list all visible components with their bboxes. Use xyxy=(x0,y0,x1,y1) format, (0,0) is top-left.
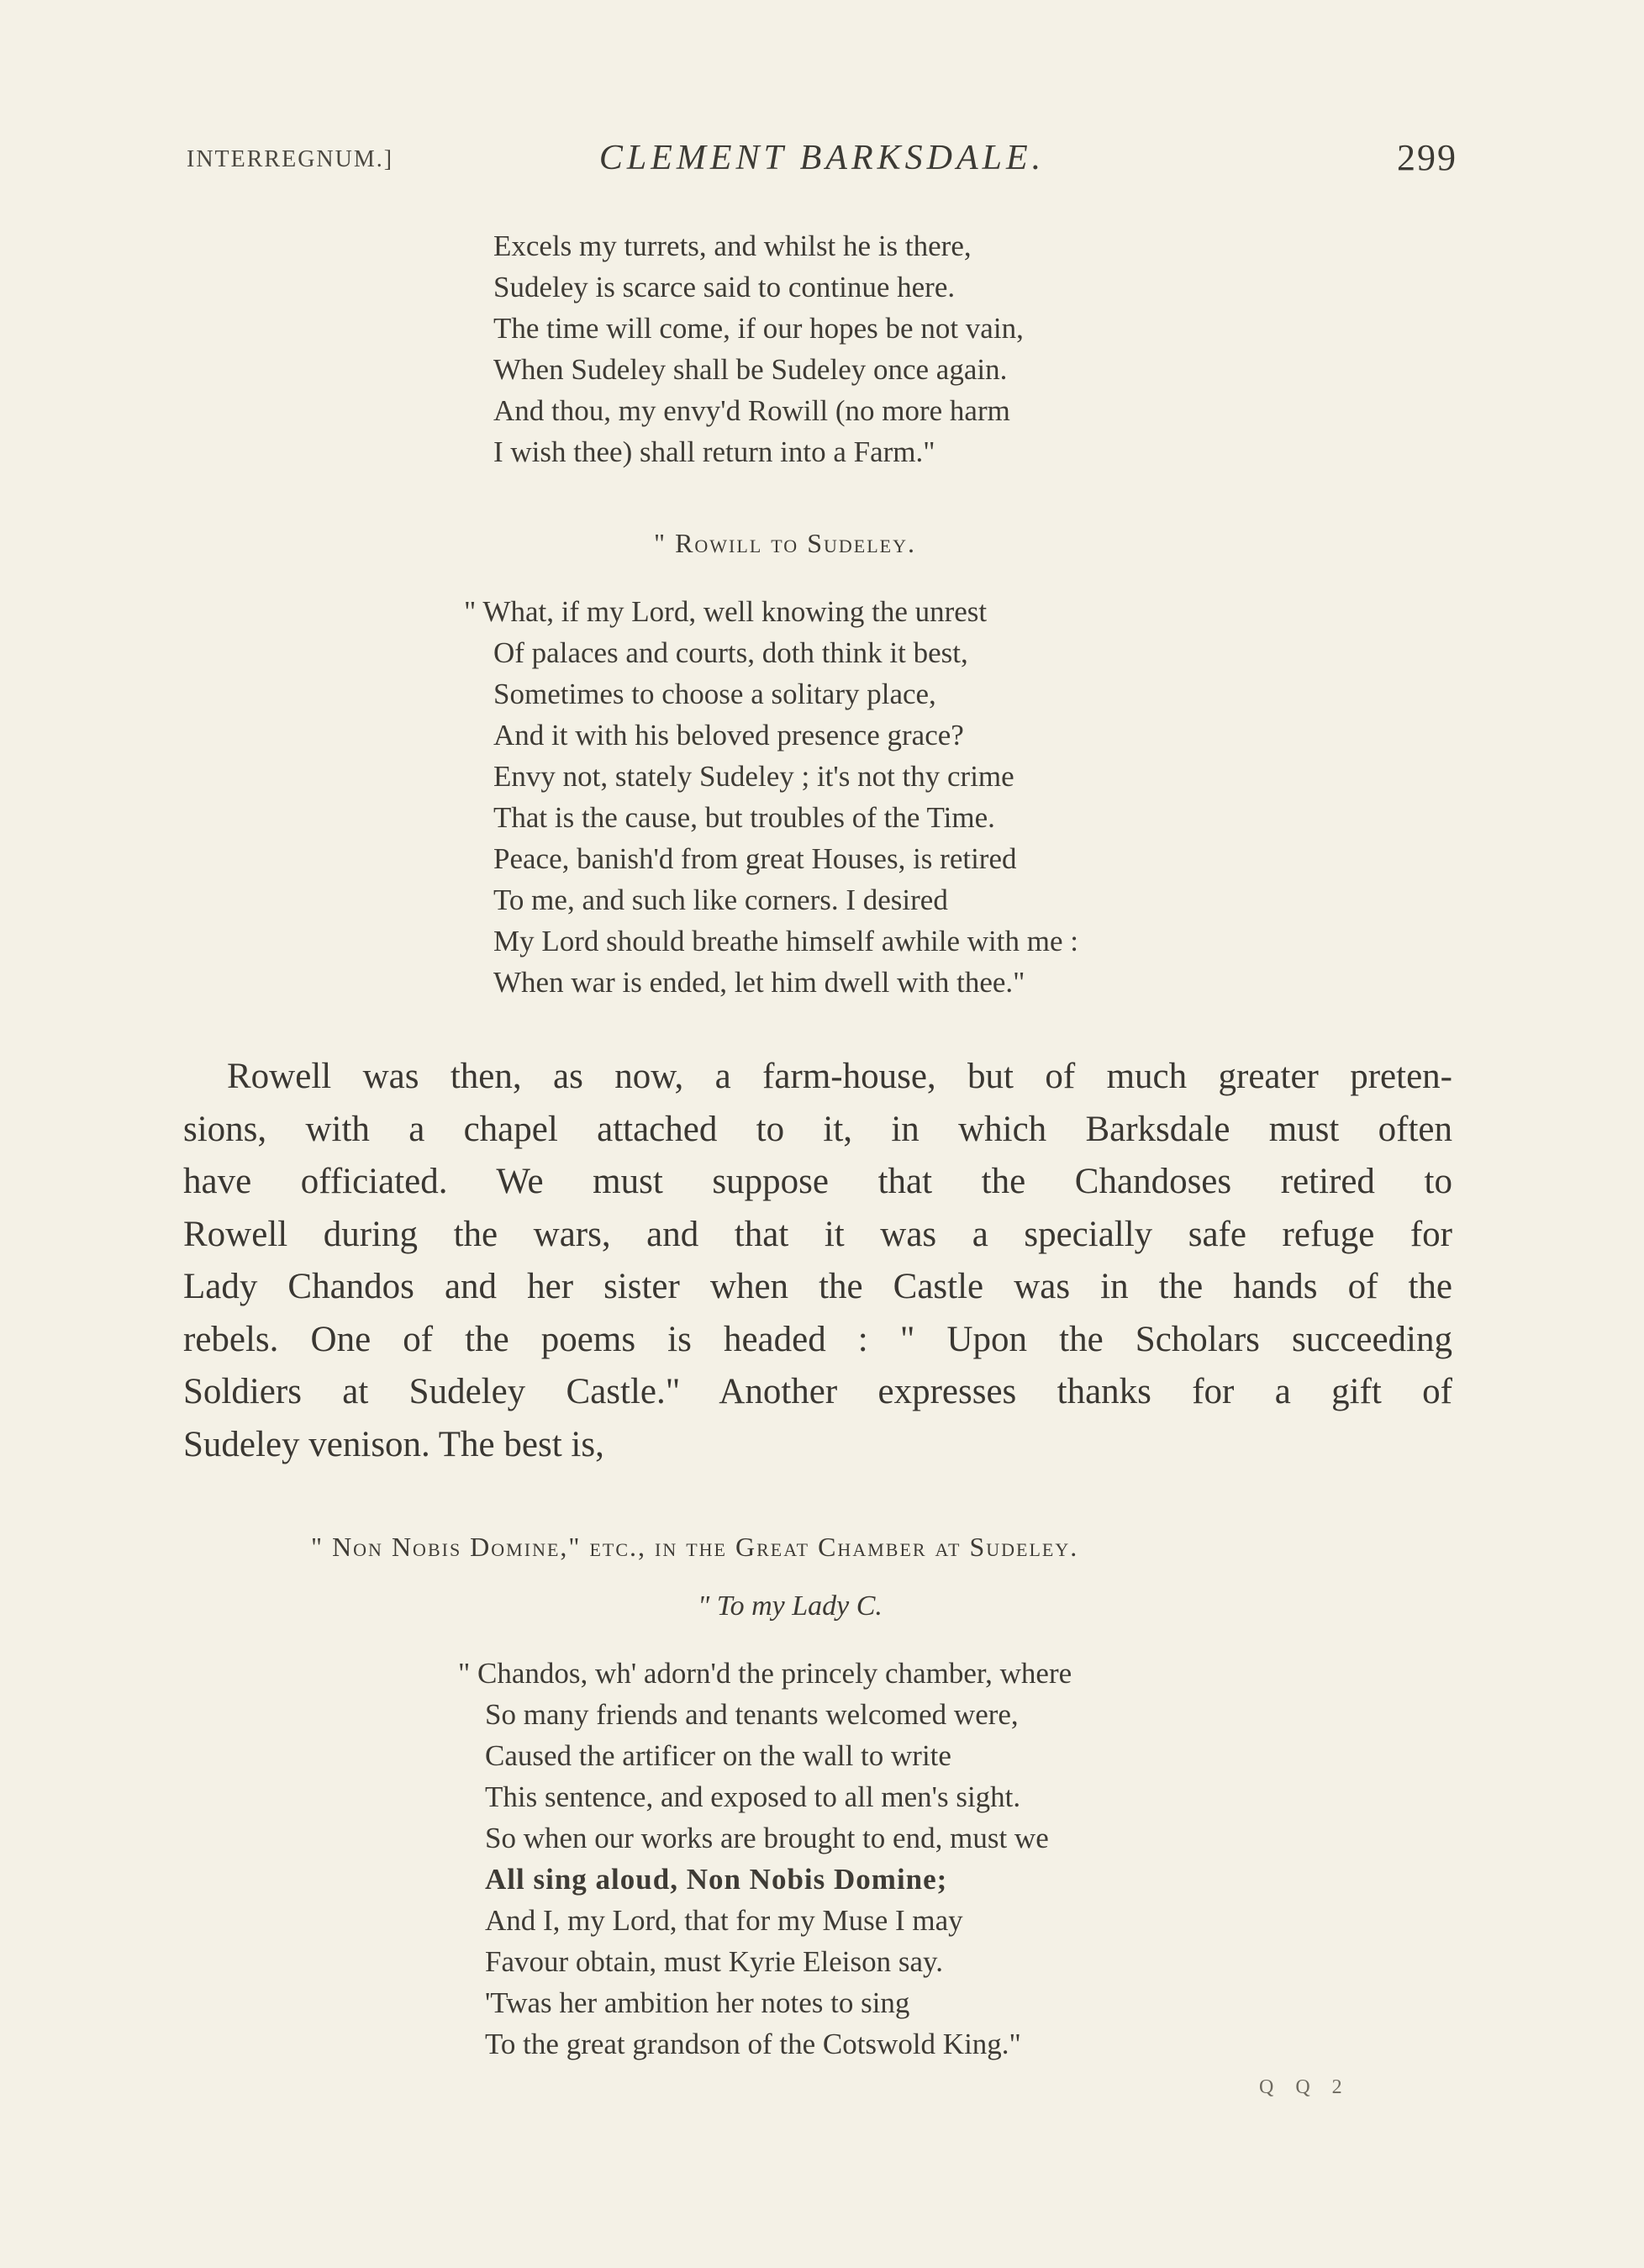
verse-stanza-3 xyxy=(458,1653,1072,2065)
verse-line: This sentence, and exposed to all men's sight. xyxy=(485,1780,1021,1813)
poem-title-non-nobis: " Non Nobis Domine," etc., in the Great Chamber at Sudeley. xyxy=(311,1532,1079,1562)
verse-line: Sudeley is scarce said to continue here. xyxy=(493,271,956,303)
verse-line: When Sudeley shall be Sudeley once again. xyxy=(493,353,1008,386)
verse-line: To me, and such like corners. I desired xyxy=(493,883,948,916)
verse-line: So when our works are brought to end, must we xyxy=(485,1822,1049,1854)
running-title: CLEMENT BARKSDALE. xyxy=(598,139,1046,177)
page-number: 299 xyxy=(1397,137,1457,178)
verse-line: " Chandos, wh' adorn'd the princely chamber, where xyxy=(458,1657,1072,1690)
prose-line: Rowell during the wars, and that it was a specially safe refuge for xyxy=(183,1214,1452,1254)
verse-line: Favour obtain, must Kyrie Eleison say. xyxy=(485,1945,944,1978)
poem-dedication: " To my Lady C. xyxy=(698,1590,883,1622)
prose-line: Lady Chandos and her sister when the Castle was in the hands of the xyxy=(183,1267,1452,1306)
poem-title-rowill: " Rowill to Sudeley. xyxy=(654,528,916,558)
verse-stanza-2 xyxy=(464,591,1078,1003)
prose-line: have officiated. We must suppose that the Chandoses retired to xyxy=(183,1162,1452,1201)
verse-line: Sometimes to choose a solitary place, xyxy=(493,678,936,710)
running-header xyxy=(187,134,1457,185)
verse-line: And thou, my envy'd Rowill (no more harm xyxy=(493,394,1010,427)
prose-line: rebels. One of the poems is headed : " Upon the Scholars succeeding xyxy=(183,1319,1452,1359)
verse-line: Peace, banish'd from great Houses, is retired xyxy=(493,842,1017,875)
verse-line: My Lord should breathe himself awhile with me : xyxy=(493,925,1078,957)
verse-line: And I, my Lord, that for my Muse I may xyxy=(485,1904,963,1937)
signature-mark: Q Q 2 xyxy=(1259,2076,1351,2098)
verse-line: Caused the artificer on the wall to write xyxy=(485,1739,951,1772)
section-label: INTERREGNUM.] xyxy=(187,146,394,172)
verse-line: When war is ended, let him dwell with thee." xyxy=(493,966,1025,999)
prose-line: Rowell was then, as now, a farm-house, but of much greater preten- xyxy=(227,1057,1452,1096)
verse-stanza-1 xyxy=(493,225,1024,472)
verse-line: Excels my turrets, and whilst he is there, xyxy=(493,229,972,262)
verse-line: Envy not, stately Sudeley ; it's not thy crime xyxy=(493,760,1014,793)
prose-line: sions, with a chapel attached to it, in which Barksdale must often xyxy=(183,1109,1452,1149)
verse-line: And it with his beloved presence grace? xyxy=(493,719,964,752)
verse-line: 'Twas her ambition her notes to sing xyxy=(485,1986,910,2019)
prose-line: Soldiers at Sudeley Castle." Another expresses thanks for a gift of xyxy=(183,1372,1452,1411)
prose-line: Sudeley venison. The best is, xyxy=(183,1424,604,1464)
verse-line: I wish thee) shall return into a Farm." xyxy=(493,435,935,468)
verse-line: The time will come, if our hopes be not vain, xyxy=(493,312,1024,345)
verse-line: Of palaces and courts, doth think it best, xyxy=(493,636,968,669)
verse-line: " What, if my Lord, well knowing the unrest xyxy=(464,595,988,628)
verse-line: To the great grandson of the Cotswold King." xyxy=(485,2028,1021,2060)
verse-line: All sing aloud, Non Nobis Domine; xyxy=(485,1863,948,1896)
prose-paragraph xyxy=(183,1051,1452,1471)
verse-line: So many friends and tenants welcomed were, xyxy=(485,1698,1019,1731)
verse-line: That is the cause, but troubles of the Time. xyxy=(493,801,995,834)
